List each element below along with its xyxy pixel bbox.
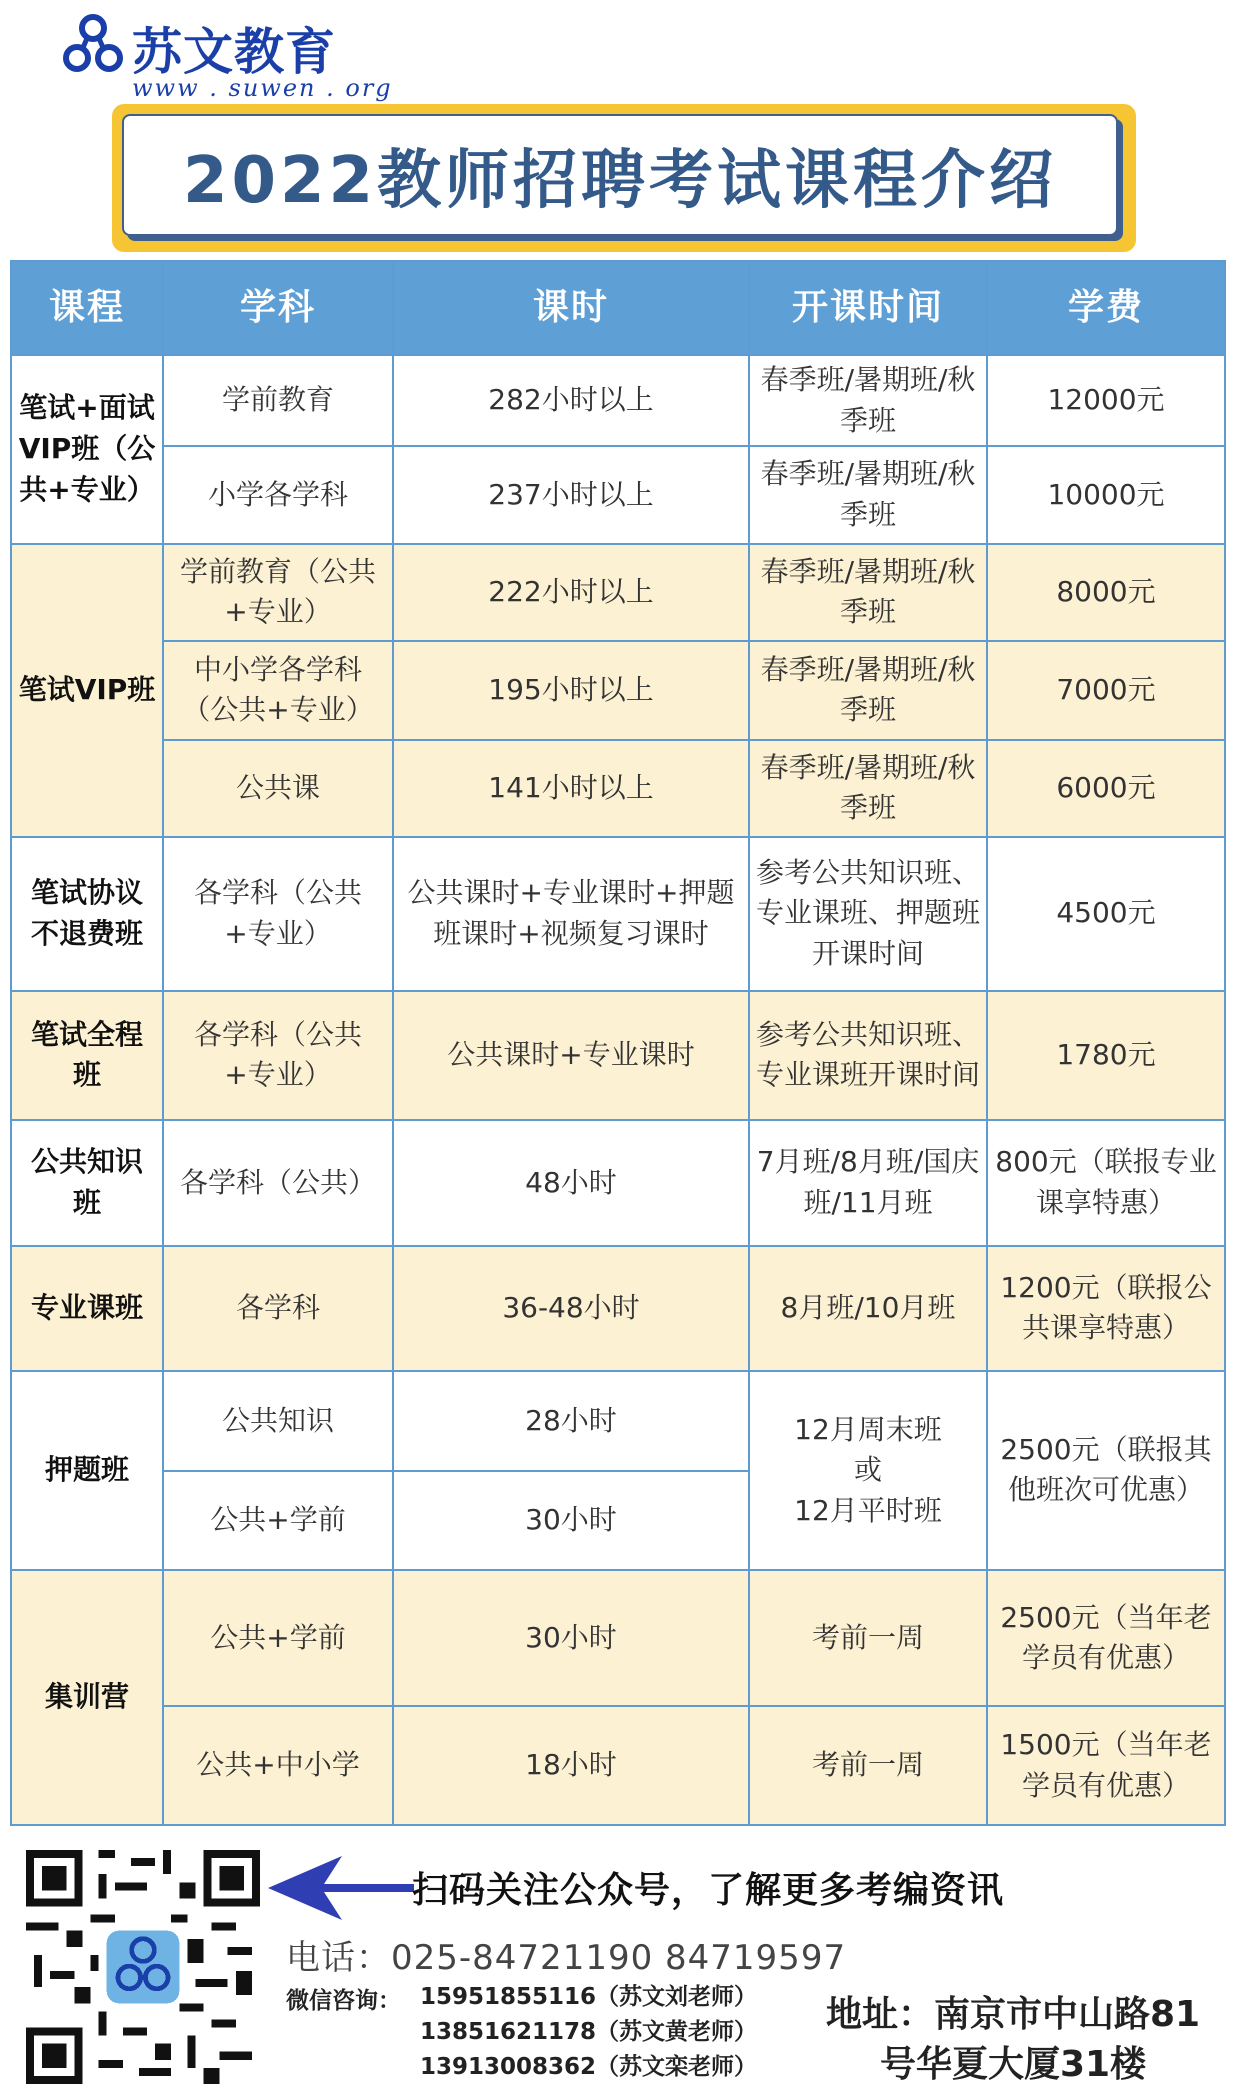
- fee-cell: 2500元（当年老学员有优惠）: [987, 1570, 1225, 1707]
- hours-cell: 公共课时+专业课时: [393, 991, 749, 1121]
- course-cell: 公共知识班: [11, 1120, 163, 1246]
- wechat-contact: 13851621178（苏文黄老师）: [420, 2019, 758, 2045]
- fee-cell: 1500元（当年老学员有优惠）: [987, 1706, 1225, 1825]
- schedule-cell: 12月周末班 或 12月平时班: [749, 1371, 987, 1570]
- course-cell: 专业课班: [11, 1246, 163, 1372]
- course-cell: 笔试全程班: [11, 991, 163, 1121]
- wechat-contact: 13913008362（苏文栾老师）: [420, 2054, 758, 2080]
- fee-cell: 1780元: [987, 991, 1225, 1121]
- schedule-cell: 春季班/暑期班/秋季班: [749, 740, 987, 837]
- hours-cell: 18小时: [393, 1706, 749, 1825]
- table-row: [11, 740, 1225, 837]
- qr-code-icon: [26, 1850, 260, 2084]
- brand-logo: [62, 8, 393, 102]
- column-header-course: 课程: [11, 261, 163, 355]
- hours-cell: 36-48小时: [393, 1246, 749, 1372]
- arrow-left-icon: [268, 1856, 414, 1920]
- schedule-cell: 8月班/10月班: [749, 1246, 987, 1372]
- schedule-cell: 考前一周: [749, 1570, 987, 1707]
- fee-cell: 2500元（联报其他班次可优惠）: [987, 1371, 1225, 1570]
- address: [808, 1990, 1218, 2090]
- table-row: [11, 544, 1225, 641]
- table-header-row: [11, 261, 1225, 355]
- fee-cell: 12000元: [987, 355, 1225, 446]
- schedule-cell: 春季班/暑期班/秋季班: [749, 641, 987, 739]
- schedule-cell: 春季班/暑期班/秋季班: [749, 446, 987, 543]
- wechat-list: [420, 1980, 757, 2085]
- column-header-fee: 学费: [987, 261, 1225, 355]
- hours-cell: 282小时以上: [393, 355, 749, 446]
- table-row: [11, 991, 1225, 1121]
- column-header-schedule: 开课时间: [749, 261, 987, 355]
- table-row: [11, 446, 1225, 543]
- fee-cell: 1200元（联报公共课享特惠）: [987, 1246, 1225, 1372]
- course-cell: 笔试+面试VIP班（公共+专业）: [11, 355, 163, 544]
- schedule-cell: 参考公共知识班、专业课班、押题班开课时间: [749, 837, 987, 991]
- subject-cell: 各学科（公共+专业）: [163, 837, 393, 991]
- brand-url: www . suwen . org: [132, 74, 393, 102]
- table-row: [11, 1570, 1225, 1707]
- table-row: [11, 355, 1225, 446]
- course-cell: 笔试协议不退费班: [11, 837, 163, 991]
- schedule-cell: 春季班/暑期班/秋季班: [749, 355, 987, 446]
- hours-cell: 195小时以上: [393, 641, 749, 739]
- subject-cell: 各学科（公共+专业）: [163, 991, 393, 1121]
- fee-cell: 6000元: [987, 740, 1225, 837]
- page-title: 2022教师招聘考试课程介绍: [182, 144, 1058, 218]
- fee-cell: 8000元: [987, 544, 1225, 641]
- hours-cell: 30小时: [393, 1471, 749, 1569]
- title-box: [122, 114, 1118, 236]
- schedule-cell: 参考公共知识班、专业课班开课时间: [749, 991, 987, 1121]
- table-row: [11, 1246, 1225, 1372]
- table-row: [11, 641, 1225, 739]
- fee-cell: 10000元: [987, 446, 1225, 543]
- subject-cell: 公共+中小学: [163, 1706, 393, 1825]
- table-row: [11, 837, 1225, 991]
- address-line: 地址：南京市中山路81: [825, 1994, 1201, 2035]
- subject-cell: 公共+学前: [163, 1570, 393, 1707]
- wechat-contact: 15951855116（苏文刘老师）: [420, 1984, 758, 2010]
- subject-cell: 学前教育: [163, 355, 393, 446]
- hours-cell: 222小时以上: [393, 544, 749, 641]
- brand-logo-icon: [62, 14, 124, 76]
- column-header-hours: 课时: [393, 261, 749, 355]
- subject-cell: 公共+学前: [163, 1471, 393, 1569]
- table-row: [11, 1706, 1225, 1825]
- address-line: 号华夏大厦31楼: [879, 2044, 1147, 2085]
- hours-cell: 48小时: [393, 1120, 749, 1246]
- hours-cell: 237小时以上: [393, 446, 749, 543]
- fee-cell: 4500元: [987, 837, 1225, 991]
- hours-cell: 141小时以上: [393, 740, 749, 837]
- contact-phone: 电话：025-84721190 84719597: [286, 1938, 847, 1978]
- subject-cell: 小学各学科: [163, 446, 393, 543]
- column-header-subject: 学科: [163, 261, 393, 355]
- hours-cell: 30小时: [393, 1570, 749, 1707]
- schedule-cell: 7月班/8月班/国庆班/11月班: [749, 1120, 987, 1246]
- subject-cell: 各学科（公共）: [163, 1120, 393, 1246]
- fee-cell: 800元（联报专业课享特惠）: [987, 1120, 1225, 1246]
- subject-cell: 各学科: [163, 1246, 393, 1372]
- subject-cell: 公共知识: [163, 1371, 393, 1471]
- schedule-cell: 春季班/暑期班/秋季班: [749, 544, 987, 641]
- title-banner: [112, 104, 1136, 252]
- hours-cell: 公共课时+专业课时+押题班课时+视频复习课时: [393, 837, 749, 991]
- table-row: [11, 1371, 1225, 1471]
- course-cell: 押题班: [11, 1371, 163, 1570]
- schedule-cell: 考前一周: [749, 1706, 987, 1825]
- brand-name: 苏文教育: [132, 23, 336, 81]
- hours-cell: 28小时: [393, 1371, 749, 1471]
- table-row: [11, 1120, 1225, 1246]
- scan-prompt: 扫码关注公众号，了解更多考编资讯: [412, 1870, 1005, 1911]
- fee-cell: 7000元: [987, 641, 1225, 739]
- subject-cell: 学前教育（公共+专业）: [163, 544, 393, 641]
- subject-cell: 公共课: [163, 740, 393, 837]
- course-cell: 集训营: [11, 1570, 163, 1825]
- course-table: [10, 260, 1226, 1826]
- wechat-label: 微信咨询：: [286, 1988, 401, 2014]
- subject-cell: 中小学各学科（公共+专业）: [163, 641, 393, 739]
- course-cell: 笔试VIP班: [11, 544, 163, 837]
